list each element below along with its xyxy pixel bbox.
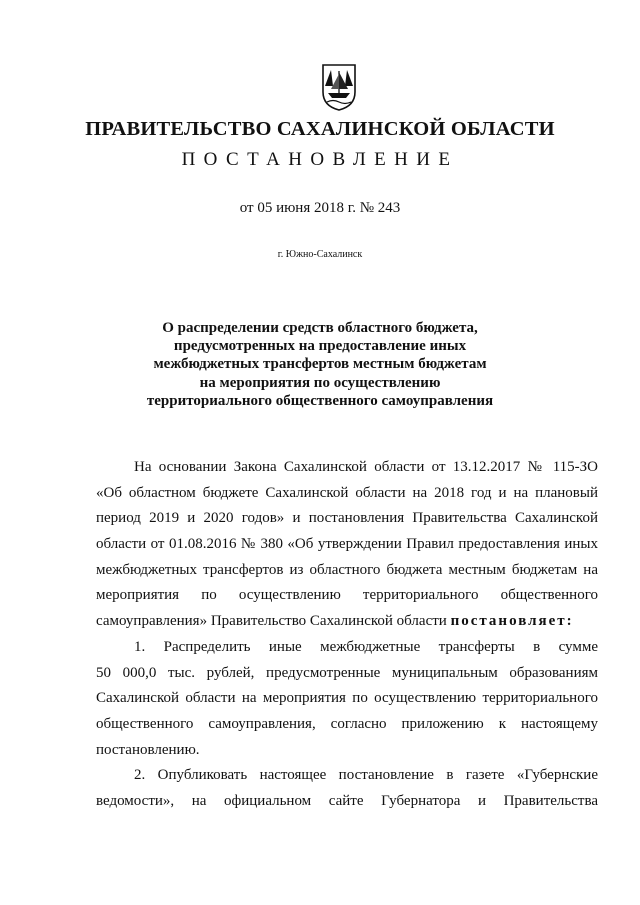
title-line: предусмотренных на предоставление иных [173,338,467,355]
body-line: области от 01.08.2016 № 380 «Об утверждении Правил предоставления иных [96,536,598,553]
title-line: территориального общественного самоуправления [146,392,494,409]
body-line: «Об областном бюджете Сахалинской области на 2018 год и на плановый [96,484,598,501]
body-line: постановлению. [96,741,200,758]
body-line [96,611,598,637]
body-line: 2. Опубликовать настоящее постановление в газете «Губернские [134,767,598,784]
document-type: ПОСТАНОВЛЕНИЕ [181,149,459,170]
document-title [0,319,640,410]
body-line: общественного самоуправления, согласно приложению к настоящему [96,715,598,732]
document-body [96,457,598,817]
coat-of-arms-emblem [319,62,359,112]
title-line: О распределении средств областного бюджета, [162,320,478,336]
document-date-number: от 05 июня 2018 г. № 243 [239,200,401,216]
body-line: Сахалинской области на мероприятия по осуществлению территориального [96,690,598,707]
body-line: ведомости», на официальном сайте Губернатора и Правительства [96,792,598,809]
organization-name: ПРАВИТЕЛЬСТВО САХАЛИНСКОЙ ОБЛАСТИ [85,118,555,140]
title-line: межбюджетных трансфертов местным бюджетам [153,356,487,373]
body-text: самоуправления» Правительство Сахалинской области [96,613,451,630]
body-line: период 2019 и 2020 годов» и постановления Правительства Сахалинской [96,510,598,527]
body-line: межбюджетных трансфертов из областного бюджета местным бюджетам на [96,561,598,578]
body-line: мероприятия по осуществлению территориального общественного [96,587,598,604]
body-line: 1. Распределить иные межбюджетные трансферты в сумме [134,638,598,655]
document-city: г. Южно-Сахалинск [277,249,363,260]
body-line: На основании Закона Сахалинской области от 13.12.2017 № 115-ЗО [134,459,598,475]
decree-word: постановляет: [450,613,574,630]
title-line: на мероприятия по осуществлению [199,374,441,391]
body-line: 50 000,0 тыс. рублей, предусмотренные муниципальным образованиям [96,664,598,681]
